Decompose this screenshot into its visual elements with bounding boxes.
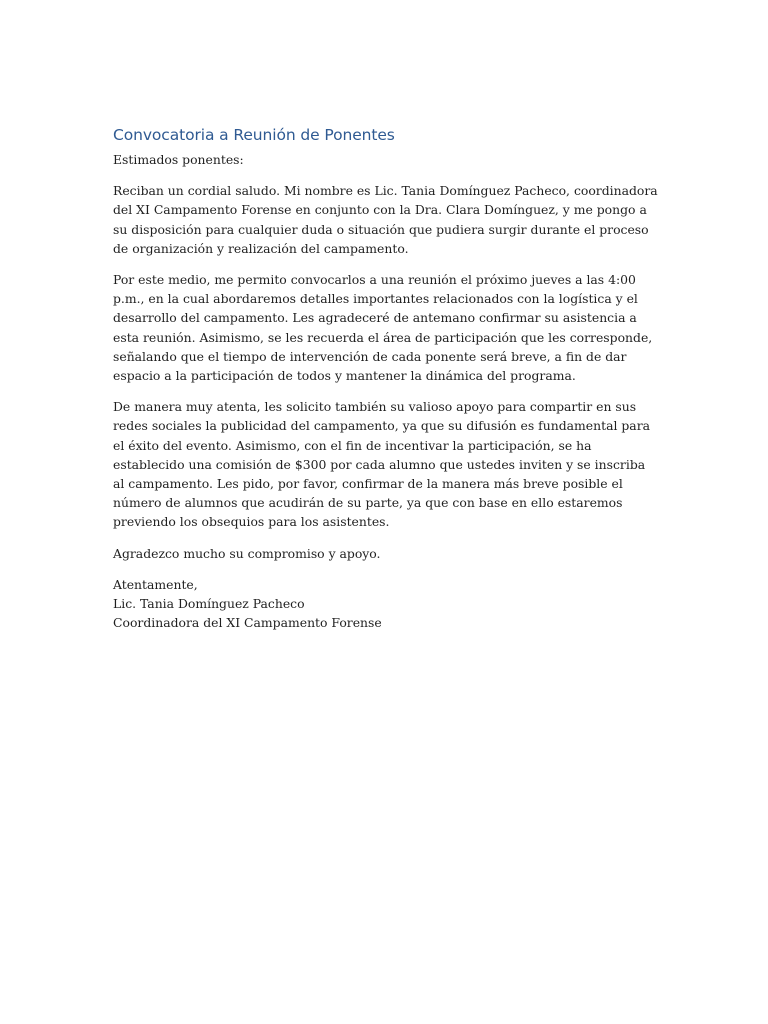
paragraph-introduction: Reciban un cordial saludo. Mi nombre es Lic. Tania Domínguez Pacheco, coordinadora del XI Campamento Forense en conjunto con la Dra. Clara Domínguez, y me pongo a su disposición para cualquier duda o situación que pudiera surgir durante el proceso de organización y realización del campamento.	[113, 183, 658, 256]
signer-title: Coordinadora del XI Campamento Forense	[113, 615, 382, 631]
paragraph-thanks: Agradezco mucho su compromiso y apoyo.	[113, 545, 381, 561]
paragraph-meeting-invitation: Por este medio, me permito convocarlos a una reunión el próximo jueves a las 4:00 p.m., en la cual abordaremos detalles importantes relacionados con la logística y el desarrollo del campamento. Les agradeceré de antemano confirmar su asistencia a esta reunión. Asimismo, se les recuerda el área de participación que les corresponde, señalando que el tiempo de intervención de cada ponente será breve, a fin de dar espacio a la participación de todos y mantener la dinámica del programa.	[113, 272, 653, 384]
closing-line: Atentamente,	[113, 576, 198, 592]
signature-block	[113, 575, 658, 633]
document-page	[113, 124, 658, 632]
paragraph-social-media-request: De manera muy atenta, les solicito también su valioso apoyo para compartir en sus redes sociales la publicidad del campamento, ya que su difusión es fundamental para el éxito del evento. Asimismo, con el fin de incentivar la participación, se ha establecido una comisión de $300 por cada alumno que ustedes inviten y se inscriba al campamento. Les pido, por favor, confirmar de la manera más breve posible el número de alumnos que acudirán de su parte, ya que con base en ello estaremos previendo los obsequios para los asistentes.	[113, 399, 651, 530]
document-title: Convocatoria a Reunión de Ponentes	[113, 126, 395, 144]
signer-name: Lic. Tania Domínguez Pacheco	[113, 596, 305, 612]
greeting-line: Estimados ponentes:	[113, 152, 244, 167]
